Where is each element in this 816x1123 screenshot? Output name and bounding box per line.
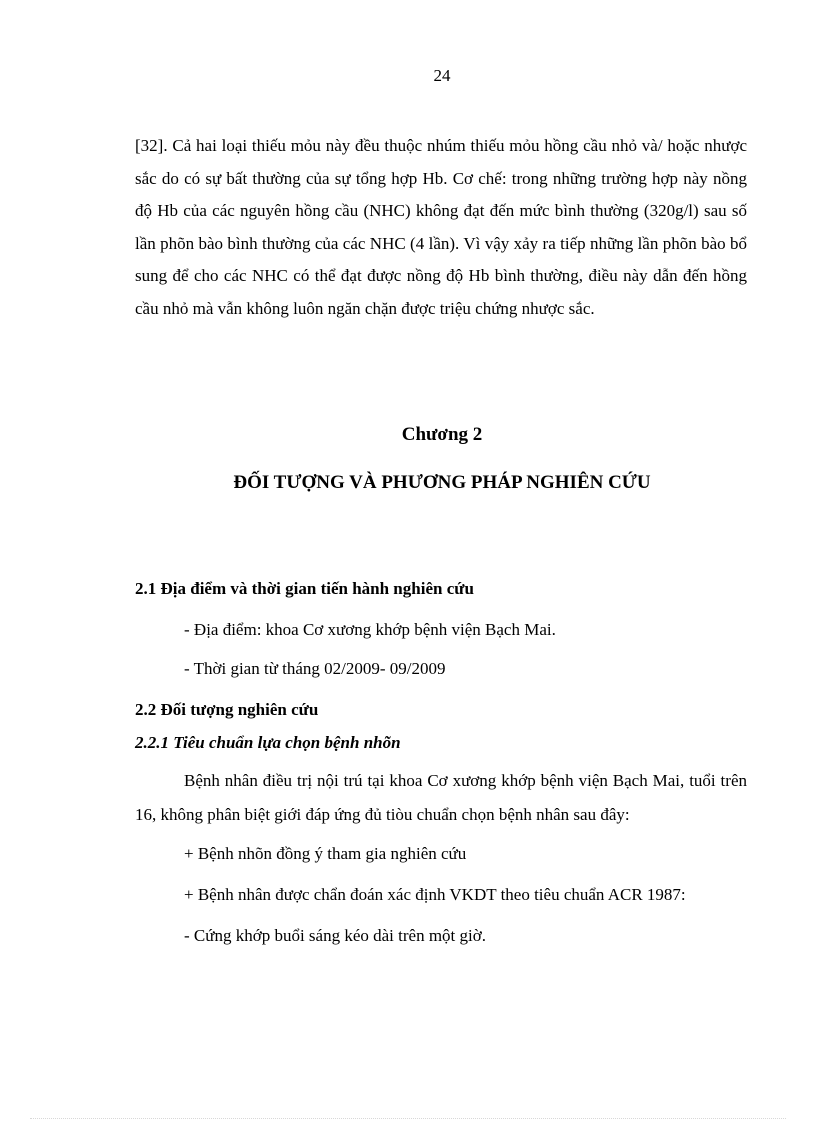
section-2-2-1-subheading: 2.2.1 Tiêu chuẩn lựa chọn bệnh nhõn — [135, 733, 401, 752]
time-line: - Thời gian từ tháng 02/2009- 09/2009 — [184, 659, 446, 678]
criterion-morning-stiffness: - Cứng khớp buổi sáng kéo dài trên một giờ. — [184, 926, 486, 945]
section-2-2-heading: 2.2 Đối tượng nghiên cứu — [135, 700, 319, 719]
selection-paragraph: Bệnh nhân điều trị nội trú tại khoa Cơ xương khớp bệnh viện Bạch Mai, tuổi trên 16, không phân biệt giới đáp ứng đủ tiòu chuẩn chọn bệnh nhân sau đây: — [135, 771, 747, 824]
section-2-1-heading: 2.1 Địa điểm và thời gian tiến hành nghiên cứu — [135, 579, 474, 598]
intro-paragraph: [32]. Cả hai loại thiếu mỏu này đều thuộc nhúm thiếu mỏu hồng cầu nhỏ và/ hoặc nhược sắc do có sự bất thường của sự tổng hợp Hb. Cơ chế: trong những trường hợp này nồng độ Hb của các nguyên hồng cầu (NHC) không đạt đến mức bình thường (320g/l) sau số lần phõn bào bình thường của các NHC (4 lần). Vì vậy xảy ra tiếp những lần phõn bào bổ sung để cho các NHC có thể đạt được nồng độ Hb bình thường, điều này dẫn đến hồng cầu nhỏ mà vẫn không luôn ngăn chặn được triệu chứng nhược sắc. — [135, 136, 747, 318]
location-line: - Địa điểm: khoa Cơ xương khớp bệnh viện Bạch Mai. — [184, 620, 556, 639]
chapter-label: Chương 2 — [401, 424, 483, 445]
page-number: 24 — [433, 66, 451, 85]
criterion-diagnosis: + Bệnh nhân được chẩn đoán xác định VKDT theo tiêu chuẩn ACR 1987: — [184, 885, 686, 904]
page-bottom-rule — [30, 1118, 786, 1119]
criterion-consent: + Bệnh nhõn đồng ý tham gia nghiên cứu — [184, 844, 467, 863]
chapter-title: ĐỐI TƯỢNG VÀ PHƯƠNG PHÁP NGHIÊN CỨU — [233, 472, 651, 493]
